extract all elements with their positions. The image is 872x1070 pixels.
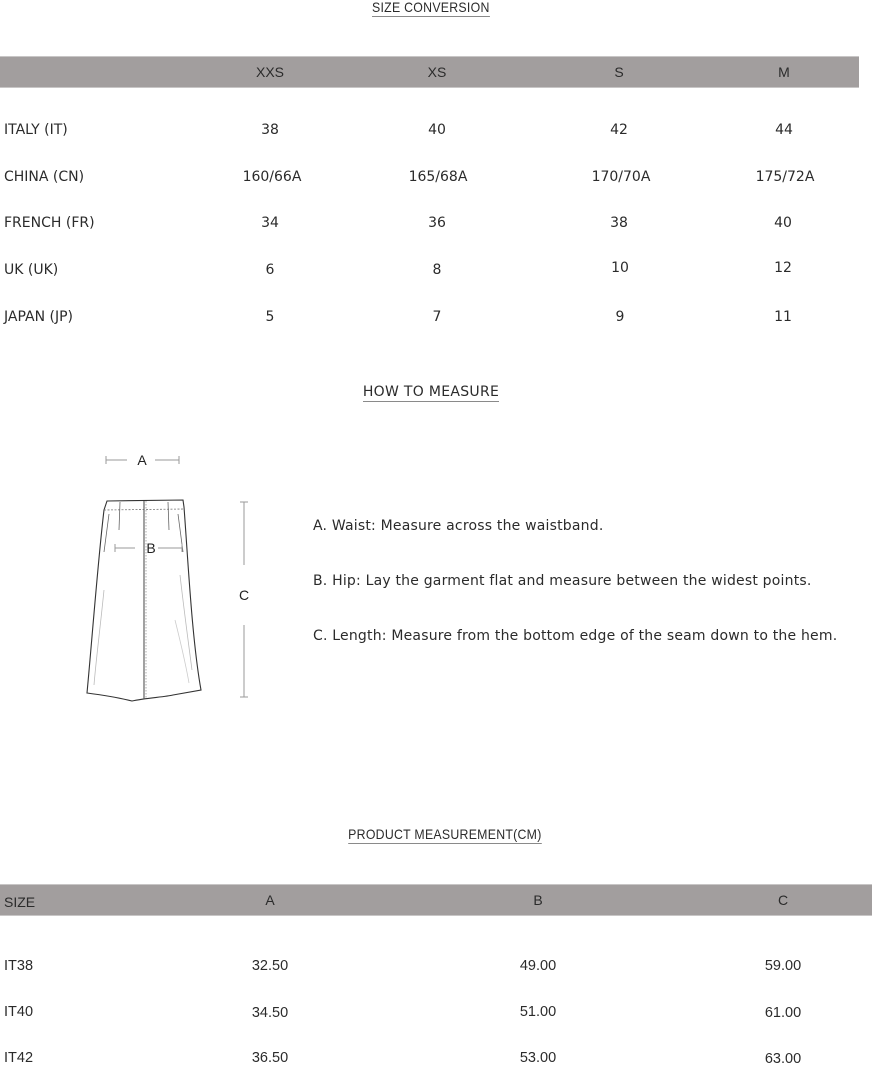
instruction-length: C. Length: Measure from the bottom edge of the seam down to the hem. — [313, 628, 838, 644]
instruction-waist: A. Waist: Measure across the waistband. — [313, 518, 604, 534]
cell: 5 — [265, 309, 275, 325]
header-s: S — [614, 64, 624, 80]
cell: 53.00 — [519, 1050, 557, 1066]
row-label: CHINA (CN) — [4, 169, 85, 185]
row-label: FRENCH (FR) — [4, 215, 95, 231]
cell: 38 — [610, 215, 628, 231]
cell: 34.50 — [251, 1005, 289, 1021]
size-conversion-title: SIZE CONVERSION — [372, 0, 490, 15]
size-cell: IT42 — [4, 1050, 34, 1066]
how-to-measure-title: HOW TO MEASURE — [362, 384, 500, 400]
header-xxs: XXS — [255, 64, 285, 80]
cell: 170/70A — [591, 169, 651, 185]
cell: 175/72A — [755, 169, 815, 185]
instruction-hip: B. Hip: Lay the garment flat and measure between the widest points. — [313, 573, 812, 589]
cell: 40 — [428, 122, 446, 138]
header-c: C — [777, 892, 789, 908]
cell: 11 — [774, 309, 792, 325]
cell: 12 — [774, 260, 792, 276]
cell: 59.00 — [764, 958, 802, 974]
header-b: B — [533, 892, 543, 908]
cell: 10 — [611, 260, 629, 276]
product-measurement-title: PRODUCT MEASUREMENT(CM) — [348, 826, 542, 842]
row-label: ITALY (IT) — [4, 122, 68, 138]
cell: 63.00 — [764, 1051, 802, 1067]
cell: 160/66A — [242, 169, 302, 185]
size-cell: IT40 — [4, 1004, 34, 1020]
cell: 40 — [774, 215, 792, 231]
cell: 51.00 — [519, 1004, 557, 1020]
cell: 165/68A — [408, 169, 468, 185]
cell: 36 — [428, 215, 446, 231]
cell: 34 — [261, 215, 279, 231]
cell: 49.00 — [519, 958, 557, 974]
cell: 61.00 — [764, 1005, 802, 1021]
size-conversion-header — [0, 56, 859, 88]
cell: 9 — [615, 309, 625, 325]
skirt-diagram — [80, 440, 280, 720]
cell: 42 — [610, 122, 628, 138]
header-size: SIZE — [4, 894, 36, 910]
header-xs: XS — [427, 64, 447, 80]
cell: 32.50 — [251, 958, 289, 974]
skirt-outline — [87, 500, 201, 701]
size-cell: IT38 — [4, 958, 34, 974]
header-m: M — [778, 64, 790, 80]
label-c: C — [238, 587, 250, 603]
label-a: A — [137, 452, 147, 468]
row-label: JAPAN (JP) — [4, 309, 74, 325]
cell: 7 — [432, 309, 442, 325]
label-b: B — [146, 540, 156, 556]
cell: 6 — [265, 262, 275, 278]
cell: 8 — [432, 262, 442, 278]
cell: 44 — [775, 122, 793, 138]
cell: 36.50 — [251, 1050, 289, 1066]
product-measurement-header — [0, 884, 872, 916]
row-label: UK (UK) — [4, 262, 59, 278]
header-a: A — [265, 892, 275, 908]
cell: 38 — [261, 122, 279, 138]
